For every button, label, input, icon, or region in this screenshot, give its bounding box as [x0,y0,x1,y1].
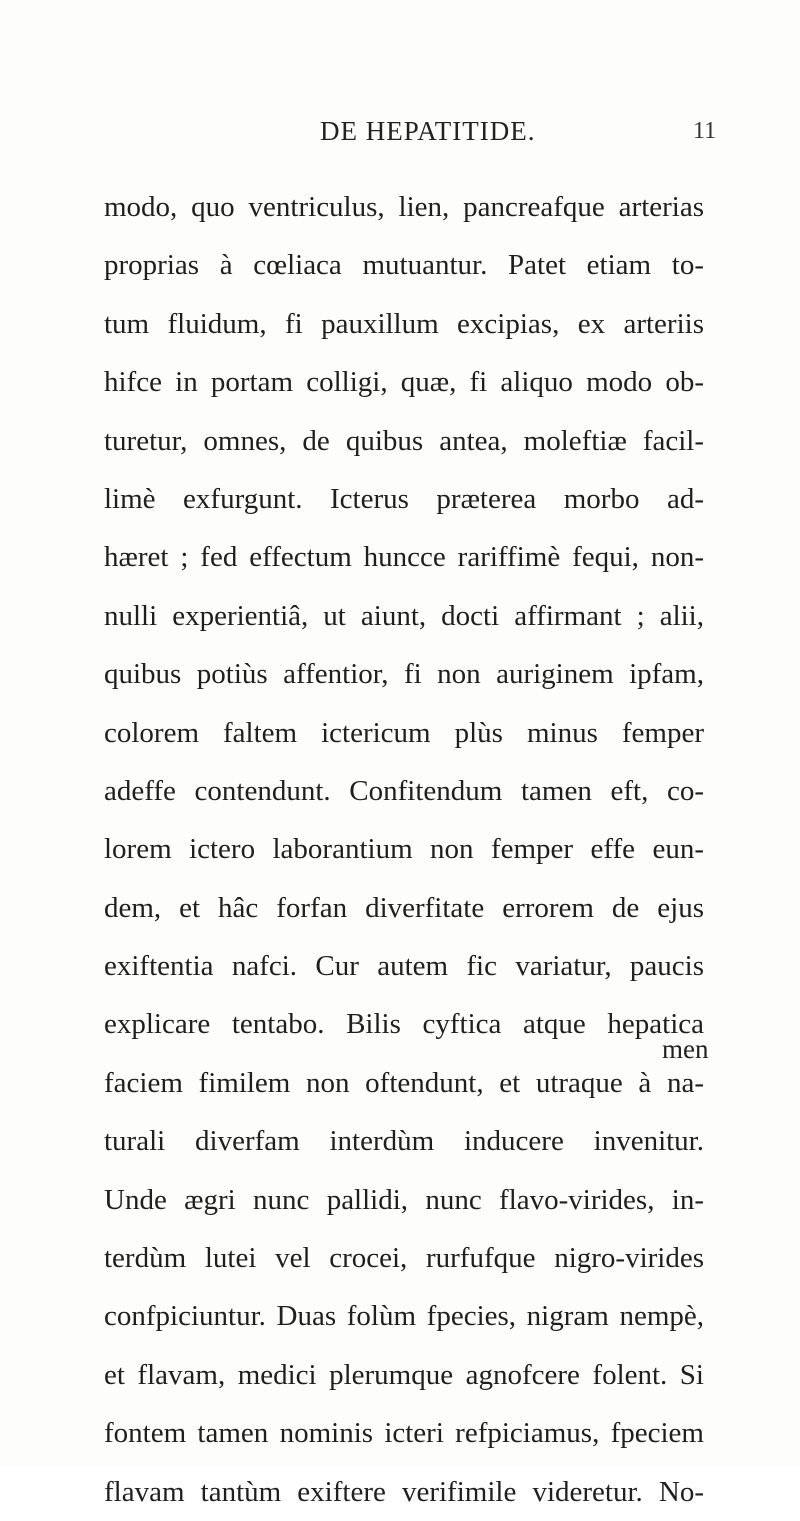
text-line: proprias à cœliaca mutuantur. Patet etiam to- [104,249,704,282]
text-line: explicare tentabo. Bilis cyftica atque hepatica [104,1008,704,1041]
text-line: colorem faltem ictericum plùs minus femper [104,716,704,749]
text-line: hifce in portam colligi, quæ, fi aliquo modo ob- [104,366,704,399]
text-line: dem, et hâc forfan diverfitate errorem de ejus [104,891,704,924]
text-line: lorem ictero laborantium non femper effe eun- [104,833,704,866]
catchword: men [662,1034,709,1064]
text-line: limè exfurgunt. Icterus præterea morbo ad- [104,482,704,515]
text-line: adeffe contendunt. Confitendum tamen eft, co- [104,774,704,807]
text-line: exiftentia nafci. Cur autem fic variatur, paucis [104,950,704,983]
text-line: faciem fimilem non oftendunt, et utraque à na- [104,1066,704,1099]
text-line: fontem tamen nominis icteri refpiciamus, fpeciem [104,1417,704,1450]
text-line: nulli experientiâ, ut aiunt, docti affirmant ; alii, [104,599,704,632]
text-line: tum fluidum, fi pauxillum excipias, ex arteriis [104,307,704,340]
body-text [104,178,704,1521]
text-line: et flavam, medici plerumque agnofcere folent. Si [104,1358,704,1391]
text-line: terdùm lutei vel crocei, rurfufque nigro-virides [104,1242,704,1275]
text-line: confpiciuntur. Duas folùm fpecies, nigram nempè, [104,1300,704,1333]
text-line: turetur, omnes, de quibus antea, moleftiæ facil- [104,424,704,457]
text-line: modo, quo ventriculus, lien, pancreafque arterias [104,191,704,223]
text-line: hæret ; fed effectum huncce rariffimè fequi, non- [104,541,704,574]
text-line: turali diverfam interdùm inducere invenitur. [104,1125,704,1158]
text-line: Unde ægri nunc pallidi, nunc flavo-virides, in- [104,1183,704,1216]
text-line: flavam tantùm exiftere verifimile videretur. No- [104,1475,704,1508]
running-title: DE HEPATITIDE. [320,116,536,146]
running-head [0,116,800,156]
page-number: 11 [693,118,717,144]
text-line: quibus potiùs affentior, fi non auriginem ipfam, [104,658,704,691]
